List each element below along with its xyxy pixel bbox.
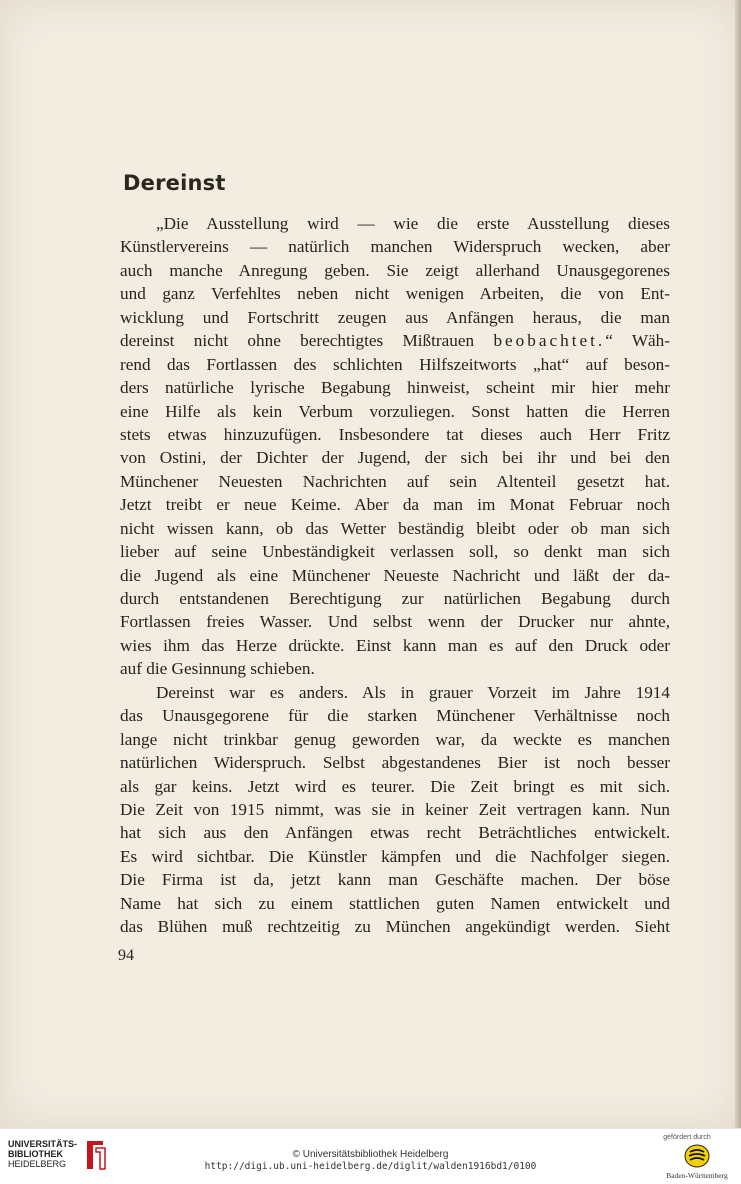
page-edge <box>735 0 741 1128</box>
text-line: Die Firma ist da, jetzt kann man Geschäfte machen. Der böse <box>120 870 670 890</box>
text-line: wies ihm das Herze drückte. Einst kann man es auf den Druck oder <box>120 635 670 655</box>
page-number: 94 <box>118 947 134 964</box>
text-line: auf die Gesinnung schieben. <box>120 659 315 679</box>
text-line: Künstlervereins — natürlich manchen Widerspruch wecken, aber <box>120 237 670 257</box>
library-name-line: BIBLIOTHEK <box>8 1149 63 1159</box>
text-line: auch manche Anregung geben. Sie zeigt allerhand Unausgegorenes <box>120 260 670 280</box>
text-line: das Blühen muß rechtzeitig zu München angekündigt werden. Sieht <box>120 917 670 937</box>
text-line: das Unausgegorene für die starken Münchener Verhältnisse noch <box>120 706 670 726</box>
text-line: Es wird sichtbar. Die Künstler kämpfen und die Nachfolger siegen. <box>120 846 670 866</box>
text-line: nicht wissen kann, ob das Wetter beständig bleibt oder ob man sich <box>120 518 670 538</box>
copyright-notice: © Universitätsbibliothek Heidelberg <box>292 1149 449 1160</box>
text-line: wicklung und Fortschritt zeugen aus Anfängen heraus, die man <box>120 307 670 327</box>
emphasized-word: beobachtet. <box>493 331 606 351</box>
text-line: und ganz Verfehltes neben nicht wenigen Arbeiten, die von Ent- <box>120 284 670 304</box>
text-line: von Ostini, der Dichter der Jugend, der sich bei ihr und bei den <box>120 448 670 468</box>
text-line: rend das Fortlassen des schlichten Hilfszeitworts „hat“ auf beson- <box>120 354 670 374</box>
viewer-footer <box>0 1128 741 1184</box>
library-name-line: HEIDELBERG <box>8 1159 67 1169</box>
text-line: die Jugend als eine Münchener Neueste Nachricht und läßt der da- <box>120 565 670 585</box>
text-line: Name hat sich zu einem stattlichen guten Namen entwickelt und <box>120 893 670 913</box>
text-line: Die Zeit von 1915 nimmt, was sie in keiner Zeit vertragen kann. Nun <box>120 799 670 819</box>
text-line: Münchener Neuesten Nachrichten auf sein Altenteil gesetzt hat. <box>120 471 670 491</box>
text-segment: dereinst nicht ohne berechtigtes Mißtrauen <box>120 331 475 351</box>
text-line: lange nicht trinkbar genug geworden war, da weckte es manchen <box>120 729 670 749</box>
permalink-url[interactable]: http://digi.ub.uni-heidelberg.de/diglit/walden1916bd1/0100 <box>204 1161 537 1172</box>
sponsor-name: Baden-Württemberg <box>666 1171 728 1180</box>
text-line <box>120 329 670 352</box>
article-body <box>120 212 670 939</box>
baden-wuerttemberg-crest-icon[interactable] <box>683 1143 711 1169</box>
text-line: natürlichen Widerspruch. Selbst abgestandenes Bier ist noch besser <box>120 753 670 773</box>
funded-by-label: gefördert durch <box>663 1134 711 1141</box>
text-line: eine Hilfe als kein Verbum vorzuliegen. Sonst hatten die Herren <box>120 401 670 421</box>
text-segment: “ Wäh- <box>605 331 670 351</box>
text-line: stets etwas hinzuzufügen. Insbesondere tat dieses auch Herr Fritz <box>120 424 670 444</box>
page-heading: Dereinst <box>123 171 226 195</box>
text-line: hat sich aus den Anfängen etwas recht Beträchtliches entwickelt. <box>120 823 670 843</box>
text-line: ders natürliche lyrische Begabung hinweist, scheint mir hier mehr <box>120 378 670 398</box>
text-line: Dereinst war es anders. Als in grauer Vorzeit im Jahre 1914 <box>156 682 670 702</box>
text-line: Fortlassen freies Wasser. Und selbst wenn der Drucker nur ahnte, <box>120 612 670 632</box>
text-line: durch entstandenen Berechtigung zur natürlichen Begabung durch <box>120 589 670 608</box>
text-line: als gar keins. Jetzt wird es teurer. Die Zeit bringt es mit sich. <box>120 776 670 796</box>
text-line: „Die Ausstellung wird — wie die erste Ausstellung dieses <box>156 214 670 233</box>
text-line: Jetzt treibt er neue Keime. Aber da man im Monat Februar noch <box>120 495 670 515</box>
text-line: lieber auf seine Unbeständigkeit verlassen soll, so denkt man sich <box>120 542 670 562</box>
library-name-line: UNIVERSITÄTS- <box>8 1139 78 1149</box>
